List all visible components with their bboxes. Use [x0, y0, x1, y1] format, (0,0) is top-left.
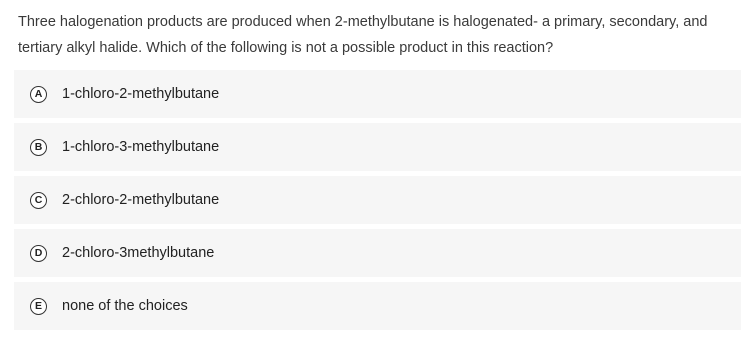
option-label: 1-chloro-2-methylbutane [62, 86, 220, 102]
option-a[interactable] [14, 70, 741, 118]
option-label: 2-chloro-3methylbutane [62, 245, 215, 261]
option-d[interactable] [14, 229, 741, 277]
option-letter-badge: C [30, 192, 47, 209]
option-b[interactable] [14, 123, 741, 171]
option-e[interactable] [14, 282, 741, 330]
option-letter-badge: D [30, 245, 47, 262]
option-label: none of the choices [62, 298, 188, 314]
option-c[interactable] [14, 176, 741, 224]
option-letter-badge: B [30, 139, 47, 156]
option-letter-badge: E [30, 298, 47, 315]
option-letter-badge: A [30, 86, 47, 103]
option-label: 2-chloro-2-methylbutane [62, 192, 220, 208]
option-label: 1-chloro-3-methylbutane [62, 139, 220, 155]
answer-options [14, 70, 741, 335]
question-text: Three halogenation products are produced when 2-methylbutane is halogenated- a primary, secondary, and tertiary alkyl halide. Which of the following is not a possible product in this reaction? [18, 14, 708, 56]
